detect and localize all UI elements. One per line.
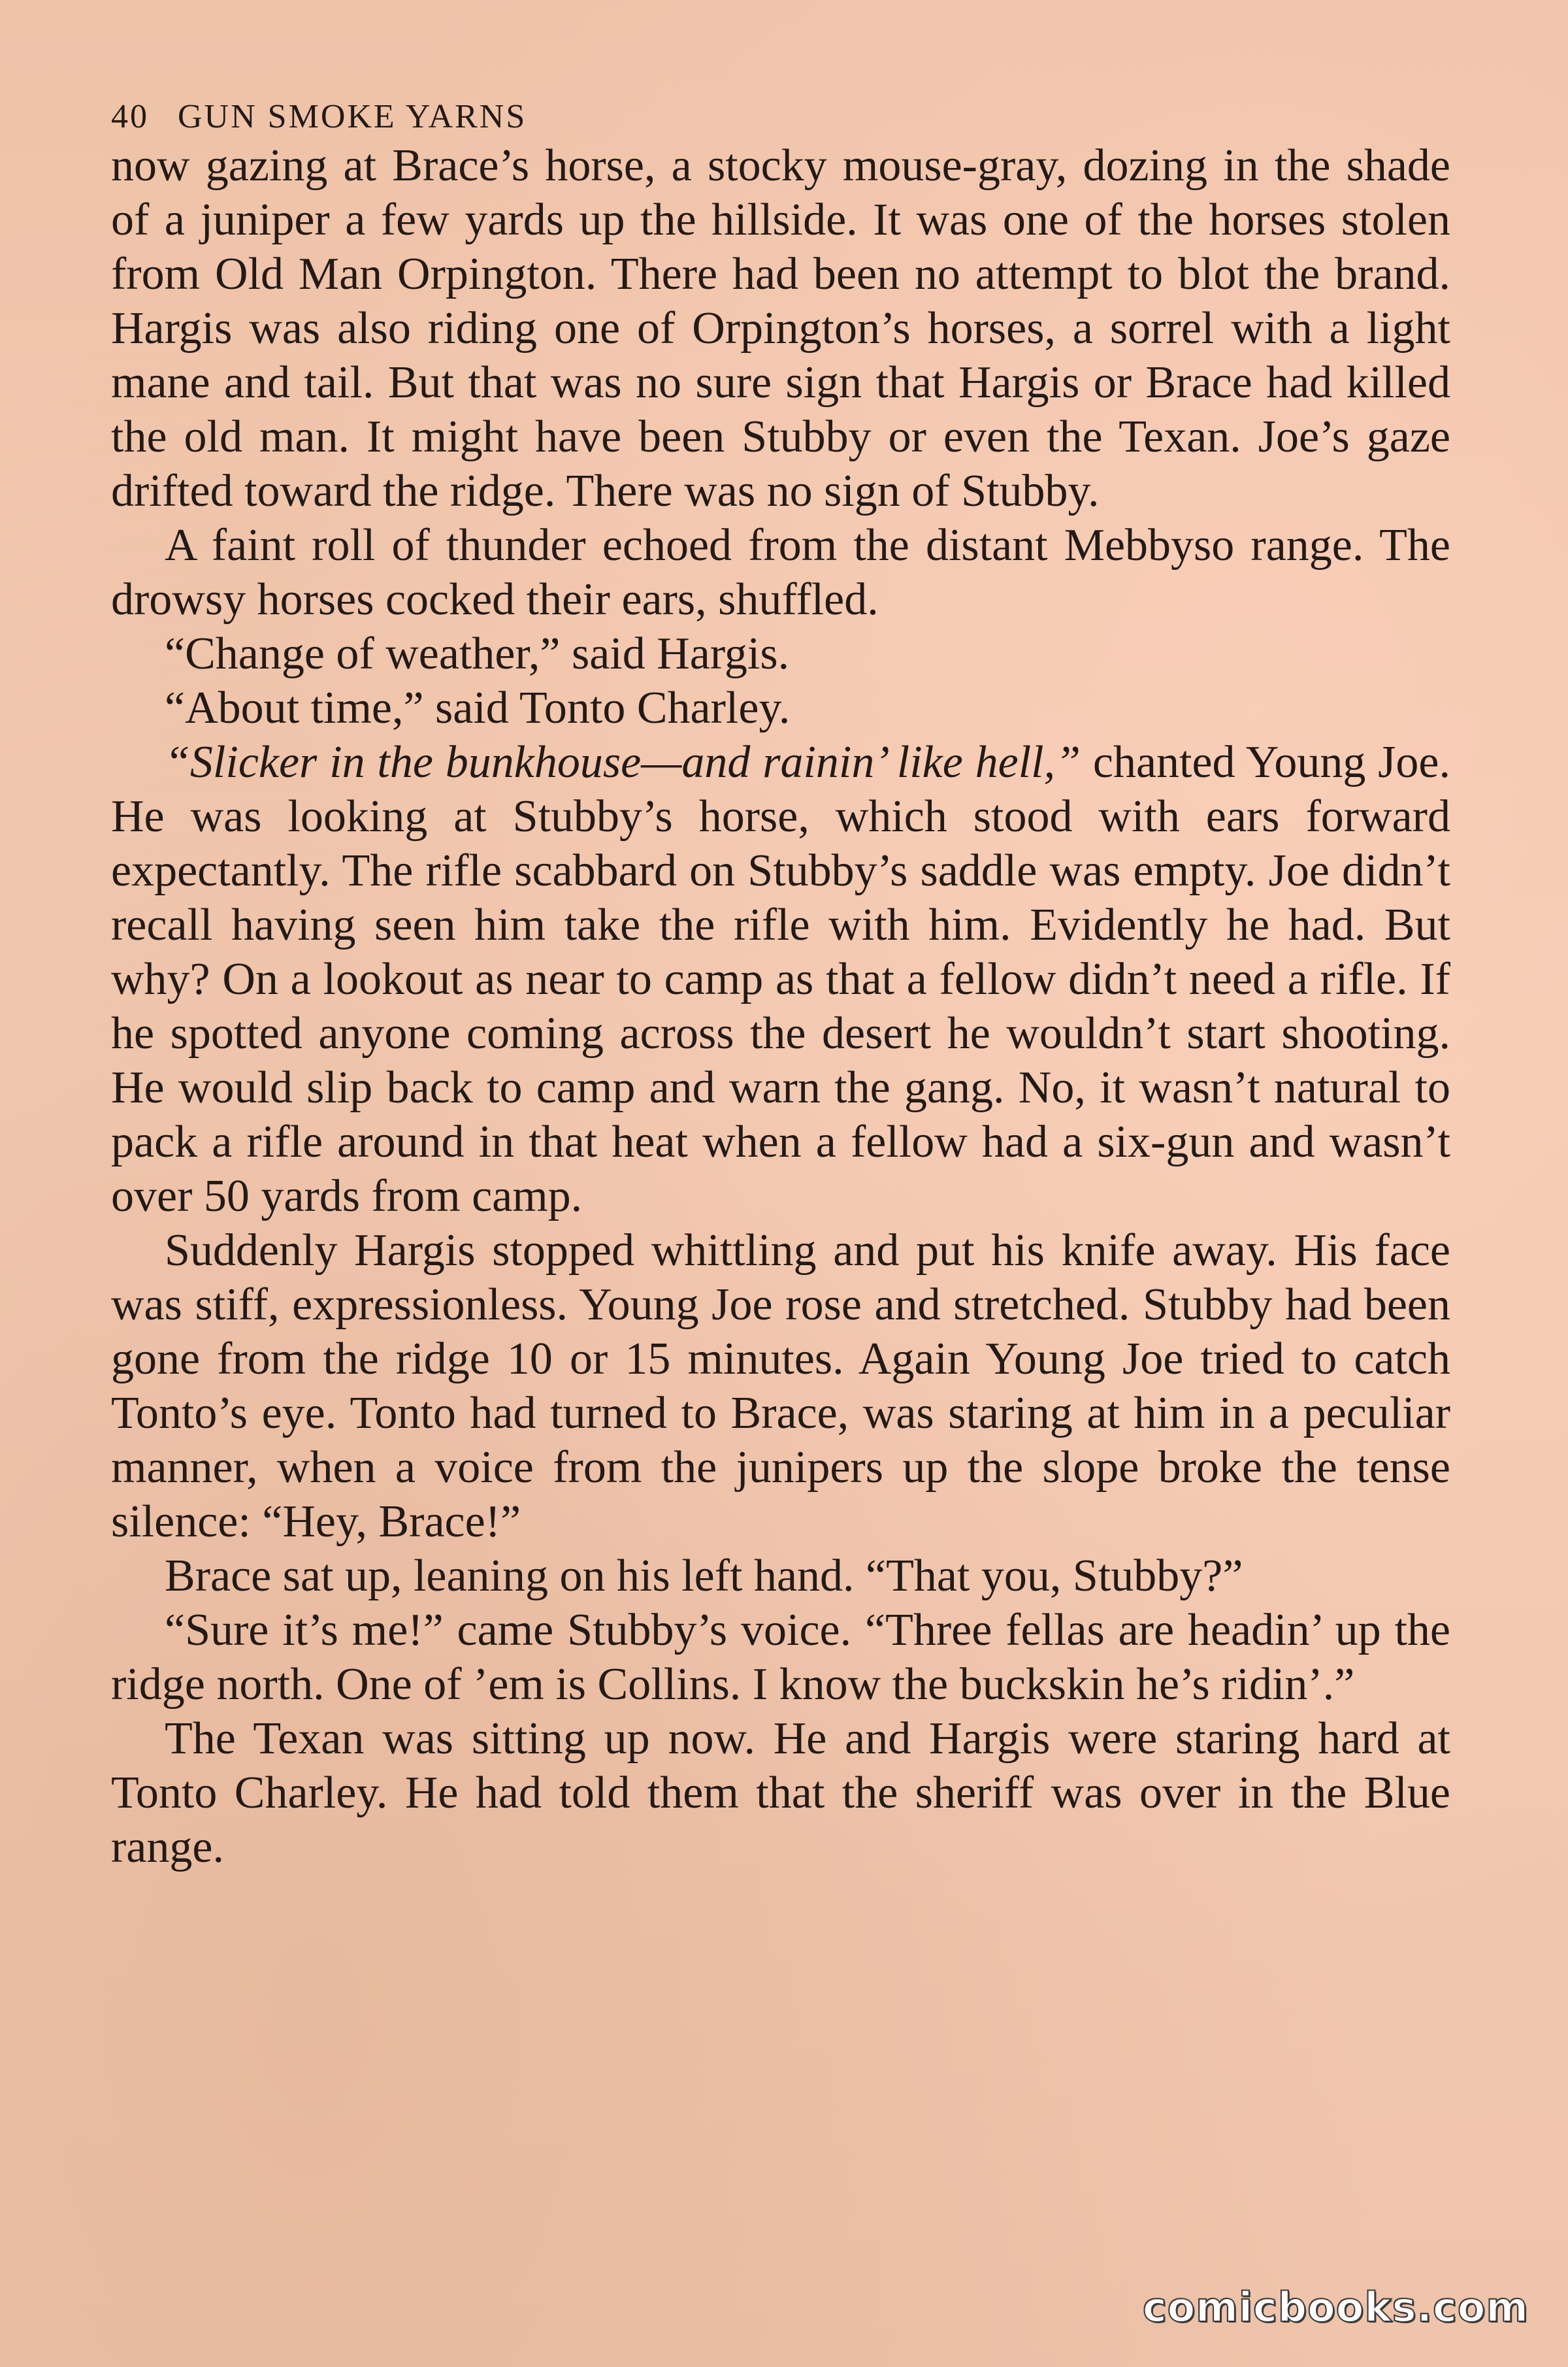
paragraph: “Sure it’s me!” came Stubby’s voice. “Three fellas are headin’ up the ridge north. One of ’em is Collins. I know the buckskin he’s ridin’.” [111, 1605, 1450, 1710]
paragraph: A faint roll of thunder echoed from the distant Mebbyso range. The drowsy horses cocked their ears, shuffled. [111, 520, 1450, 625]
paragraph: The Texan was sitting up now. He and Hargis were staring hard at Tonto Charley. He had told them that the sheriff was over in the Blue range. [111, 1713, 1450, 1872]
italic-quote: “Slicker in the bunkhouse—and rainin’ like hell,” [165, 737, 1081, 787]
watermark: comicbooks.com [1142, 2283, 1529, 2331]
paragraph-text: chanted Young Joe. He was looking at Stubby’s horse, which stood with ears forward expectantly. The rifle scabbard on Stubby’s saddle was empty. Joe didn’t recall having seen him take the rifle with him. Evidently he had. But why? On a lookout as near to camp as that a fellow didn’t need a rifle. If he spotted anyone coming across the desert he wouldn’t start shooting. He would slip back to camp and warn the gang. No, it wasn’t natural to pack a rifle around in that heat when a fellow had a six-gun and wasn’t over 50 yards from camp. [111, 737, 1450, 1221]
paragraph: “About time,” said Tonto Charley. [165, 683, 791, 733]
paragraph [111, 735, 1450, 1223]
body-text [111, 139, 1450, 1874]
paragraph: “Change of weather,” said Hargis. [165, 629, 790, 679]
running-head [111, 98, 1450, 136]
book-page [111, 98, 1450, 1874]
paragraph: Suddenly Hargis stopped whittling and put his knife away. His face was stiff, expressionless. Young Joe rose and stretched. Stubby had been gone from the ridge 10 or 15 minutes. Again Young Joe tried to catch Tonto’s eye. Tonto had turned to Brace, was staring at him in a peculiar manner, when a voice from the junipers up the slope broke the tense silence: “Hey, Brace!” [111, 1225, 1450, 1547]
book-title: GUN SMOKE YARNS [178, 98, 527, 135]
page-number: 40 [111, 98, 149, 135]
paragraph: now gazing at Brace’s horse, a stocky mouse-gray, dozing in the shade of a juniper a few yards up the hillside. It was one of the horses stolen from Old Man Orpington. There had been no attempt to blot the brand. Hargis was also riding one of Orpington’s horses, a sorrel with a light mane and tail. But that was no sure sign that Hargis or Brace had killed the old man. It might have been Stubby or even the Texan. Joe’s gaze drifted toward the ridge. There was no sign of Stubby. [111, 141, 1450, 516]
paragraph: Brace sat up, leaning on his left hand. “That you, Stubby?” [165, 1551, 1243, 1601]
